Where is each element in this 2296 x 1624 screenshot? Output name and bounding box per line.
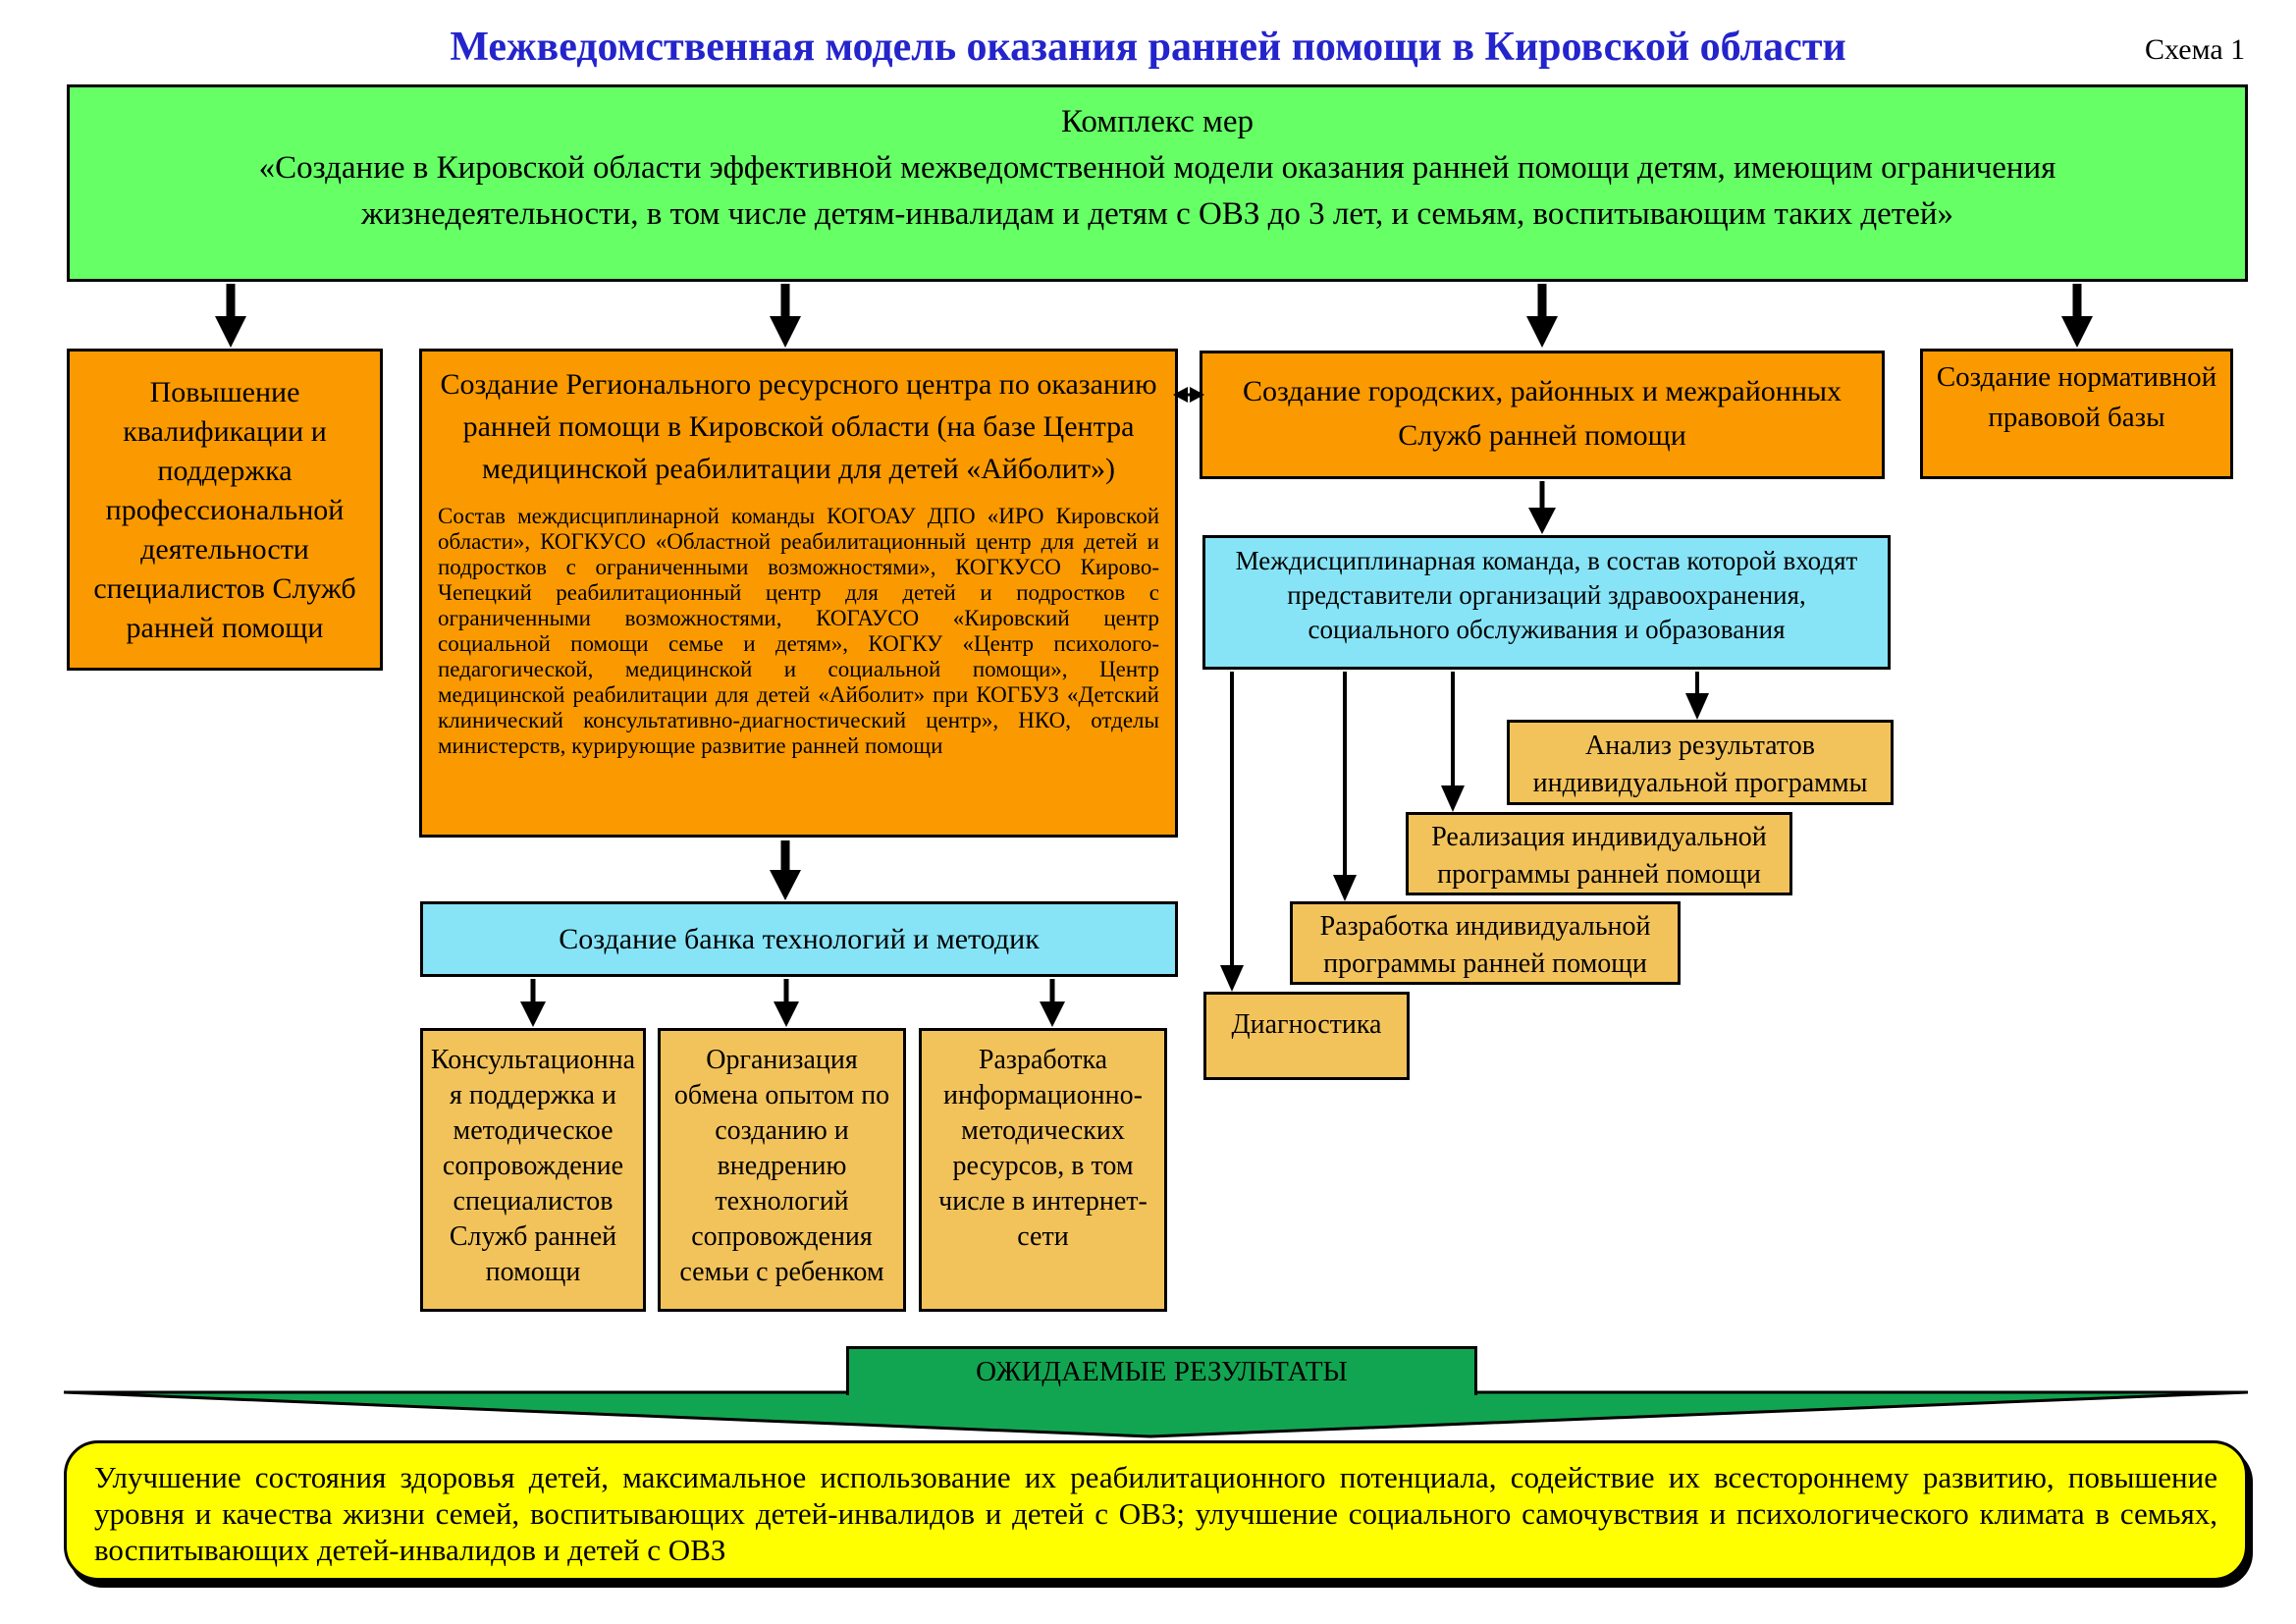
arrow-services-to-team xyxy=(1528,481,1556,534)
arrow-bank-to-exchange xyxy=(774,979,799,1027)
cascade-implementation-box: Реализация индивидуальной программы ранней помощи xyxy=(1406,812,1792,895)
scheme-number-label: Схема 1 xyxy=(2145,33,2246,66)
cascade-diagnostics-box: Диагностика xyxy=(1203,992,1410,1080)
cascade-analysis-box: Анализ результатов индивидуальной программы xyxy=(1507,720,1894,805)
experience-exchange-box: Организация обмена опытом по созданию и внедрению технологий сопровождения семьи с ребенком xyxy=(658,1028,906,1312)
complex-heading: Комплекс мер xyxy=(1060,104,1255,139)
arrow-bank-to-resources xyxy=(1040,979,1065,1027)
results-pennant-shape xyxy=(64,1392,2248,1436)
legal-base-box: Создание нормативной правовой базы xyxy=(1920,349,2233,479)
expected-results-banner: ОЖИДАЕМЫЕ РЕЗУЛЬТАТЫ xyxy=(846,1346,1477,1395)
complex-of-measures-box xyxy=(67,84,2248,282)
interdisciplinary-team-box: Междисциплинарная команда, в состав которой входят представители организаций здравоохранения, социального обслуживания и образования xyxy=(1202,535,1891,670)
arrow-complex-to-services xyxy=(1526,284,1558,348)
technology-bank-box: Создание банка технологий и методик xyxy=(420,901,1178,977)
arrow-team-to-development xyxy=(1333,672,1357,901)
qualification-box: Повышение квалификации и поддержка профессиональной деятельности специалистов Служб ранней помощи xyxy=(67,349,383,671)
expected-results-text-box: Улучшение состояния здоровья детей, максимальное использование их реабилитационного потенциала, содействие их всестороннему развитию, повышение уровня и качества жизни семей, воспитывающих детей-инвалидов и детей с ОВЗ; улучшение социального самочувствия и психологического климата в семьях, воспитывающих детей-инвалидов и детей с ОВЗ xyxy=(64,1440,2248,1581)
cascade-development-box: Разработка индивидуальной программы ранней помощи xyxy=(1290,901,1681,985)
arrow-team-to-analysis xyxy=(1685,672,1709,720)
resource-center-title: Создание Регионального ресурсного центра по оказанию ранней помощи в Кировской области (на базе Центра медицинской реабилитации для детей «Айболит») xyxy=(440,368,1157,485)
arrow-bank-to-consulting xyxy=(520,979,546,1027)
arrow-complex-to-resource-center xyxy=(770,284,801,348)
arrow-complex-to-legal xyxy=(2061,284,2093,348)
consulting-support-box: Консультационная поддержка и методическое сопровождение специалистов Служб ранней помощи xyxy=(420,1028,646,1312)
resource-center-box xyxy=(419,349,1178,838)
arrow-resource-to-bank xyxy=(770,840,801,900)
info-resources-box: Разработка информационно-методических ресурсов, в том числе в интернет-сети xyxy=(919,1028,1167,1312)
page-title: Межведомственная модель оказания ранней помощи в Кировской области xyxy=(450,25,1846,70)
arrow-complex-to-qualification xyxy=(215,284,246,348)
arrow-team-to-diagnostics xyxy=(1220,672,1244,992)
arrow-team-to-implementation xyxy=(1441,672,1465,812)
complex-quote: «Создание в Кировской области эффективной межведомственной модели оказания ранней помощи детям, имеющим ограничения жизнедеятельности, в том числе детям-инвалидам и детям с ОВЗ до 3 лет, и семьям, воспитывающим таких детей» xyxy=(258,150,2056,232)
resource-center-team-composition: Состав междисциплинарной команды КОГОАУ ДПО «ИРО Кировской области», КОГКУСО «Областной реабилитационный центр для детей и подростков с ограниченными возможностями», КОГКУСО Кирово-Чепецкий реабилитационный центр для детей и подростков с ограниченными возможностями, КОГАУСО «Кировский центр социальной помощи семье и детям», КОГКУ «Центр психолого-педагогической, медицинской и социальной помощи», Центр медицинской реабилитации для детей «Айболит» при КОГБУЗ «Детский клинический консультативно-диагностический центр», НКО, отделы министерств, курирующие развитие ранней помощи xyxy=(438,504,1159,758)
services-box: Создание городских, районных и межрайонных Служб ранней помощи xyxy=(1200,351,1885,479)
